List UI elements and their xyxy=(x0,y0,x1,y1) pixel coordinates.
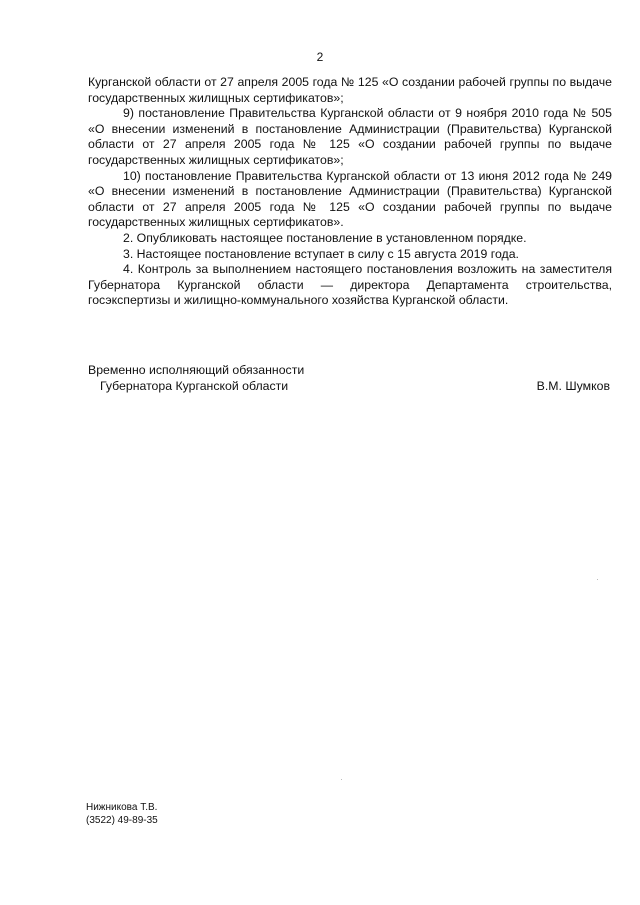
executor-name: Нижникова Т.В. xyxy=(86,802,158,813)
signature-title-line2: Губернатора Курганской области xyxy=(100,379,289,393)
executor-phone: (3522) 49-89-35 xyxy=(86,815,158,826)
executor-contact xyxy=(86,801,158,827)
signature-title xyxy=(88,362,304,394)
page-number: 2 xyxy=(316,50,324,64)
paragraph-item-10: 10) постановление Правительства Курганской области от 13 июня 2012 года № 249 «О внесении изменений в постановление Администрации (Правительства) Курганской области от 27 апреля 2005 года № 125 «О создании рабочей группы по выдаче государственных жилищных сертификатов». xyxy=(88,168,612,230)
paragraph-point-2: 2. Опубликовать настоящее постановление в установленном порядке. xyxy=(123,230,527,245)
signature-name: В.М. Шумков xyxy=(536,379,610,393)
document-body xyxy=(88,75,612,309)
signature-title-line1: Временно исполняющий обязанности xyxy=(88,363,305,377)
scan-speck xyxy=(597,579,598,580)
paragraph-item-9: 9) постановление Правительства Курганской области от 9 ноября 2010 года № 505 «О внесении изменений в постановление Администрации (Правительства) Курганской области от 27 апреля 2005 года № 125 «О создании рабочей группы по выдаче государственных жилищных сертификатов»; xyxy=(88,106,612,167)
scan-speck xyxy=(341,779,342,780)
paragraph-continuation: Курганской области от 27 апреля 2005 года № 125 «О создании рабочей группы по выдаче государственных жилищных сертификатов»; xyxy=(88,75,612,105)
paragraph-point-3: 3. Настоящее постановление вступает в силу с 15 августа 2019 года. xyxy=(123,246,519,261)
paragraph-point-4: 4. Контроль за выполнением настоящего постановления возложить на заместителя Губернатора Курганской области — директора Департамента строительства, госэкспертизы и жилищно-коммунального хозяйства Курганской области. xyxy=(88,262,612,308)
